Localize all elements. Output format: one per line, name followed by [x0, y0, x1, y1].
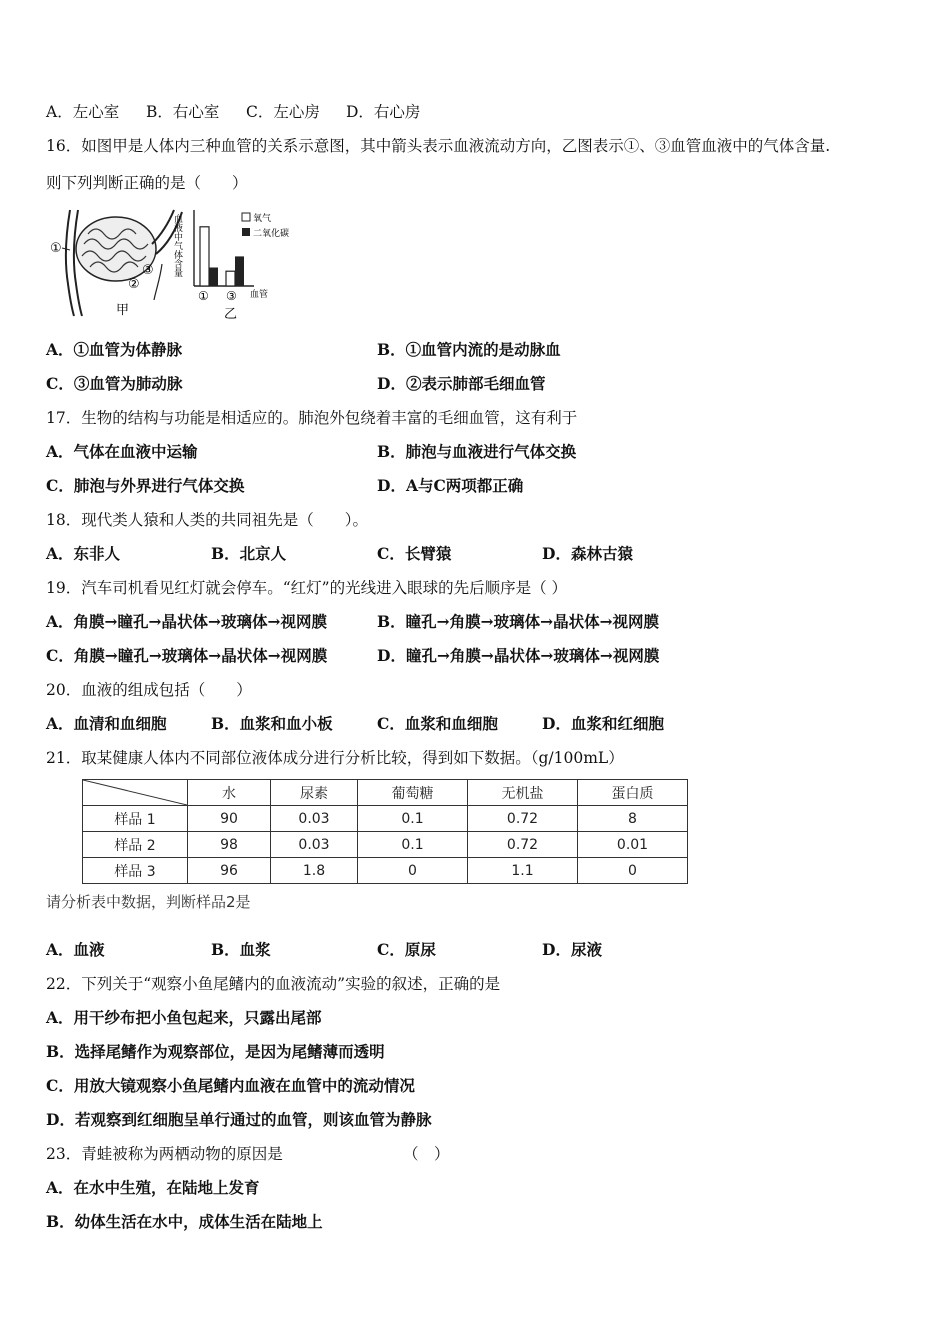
q15-option-c: C．左心房 [246, 103, 320, 121]
label-jia: 甲 [116, 303, 130, 318]
q23-option-b: B．幼体生活在水中，成体生活在陆地上 [46, 1212, 323, 1231]
table-cell: 样品 3 [83, 858, 188, 884]
bar-v1-co2 [209, 268, 218, 287]
table-row [83, 806, 688, 832]
table-cell: 98 [188, 832, 271, 858]
table-cell: 0 [358, 858, 468, 884]
bar-v3-co2 [235, 256, 244, 286]
legend-oxygen: 氧气 [253, 214, 272, 224]
table-cell: 样品 2 [83, 832, 188, 858]
q20-option-b: B．血浆和血小板 [211, 714, 333, 733]
table-cell: 0.72 [468, 832, 578, 858]
table-cell: 0.1 [358, 806, 468, 832]
q21-option-b: B．血浆 [211, 940, 271, 959]
q17-option-d: D．A与C两项都正确 [377, 476, 524, 495]
table-cell: 96 [188, 858, 271, 884]
q22-option-c: C．用放大镜观察小鱼尾鳍内血液在血管中的流动情况 [46, 1076, 415, 1095]
legend-co2-swatch [242, 228, 250, 236]
table-cell: 0.03 [271, 806, 358, 832]
q20-option-a: A．血清和血细胞 [46, 714, 167, 733]
table-cell: 1.8 [271, 858, 358, 884]
q17-option-c: C．肺泡与外界进行气体交换 [46, 476, 245, 495]
q22-stem: 22．下列关于“观察小鱼尾鳍内的血液流动”实验的叙述，正确的是 [46, 975, 501, 993]
table-cell: 0.03 [271, 832, 358, 858]
q21-stem: 21．取某健康人体内不同部位液体成分进行分析比较，得到如下数据。（g/100mL） [46, 749, 624, 767]
table-header-cell: 蛋白质 [578, 780, 688, 806]
q20-option-d: D．血浆和红细胞 [542, 714, 664, 733]
table-cell: 0.72 [468, 806, 578, 832]
table-header-cell: 水 [188, 780, 271, 806]
table-cell: 0 [578, 858, 688, 884]
table-header-cell: 无机盐 [468, 780, 578, 806]
q17-option-a: A．气体在血液中运输 [46, 442, 198, 461]
table-header-cell: 尿素 [271, 780, 358, 806]
x-axis-label: 血管 [250, 290, 269, 300]
table-corner-cell [83, 780, 188, 806]
q19-stem: 19．汽车司机看见红灯就会停车。“红灯”的光线进入眼球的先后顺序是（ ） [46, 579, 568, 597]
q15-option-d: D．右心房 [346, 103, 421, 121]
table-cell: 0.1 [358, 832, 468, 858]
q18-stem: 18．现代类人猿和人类的共同祖先是（ ）。 [46, 511, 368, 529]
q19-option-b: B．瞳孔→角膜→玻璃体→晶状体→视网膜 [377, 612, 660, 631]
q16-stem-line1: 16．如图甲是人体内三种血管的关系示意图，其中箭头表示血液流动方向，乙图表示①、③血管血液中的气体含量. [46, 137, 831, 155]
legend-co2: 二氧化碳 [253, 229, 290, 239]
bar-v1-oxygen [200, 227, 209, 286]
table-row [83, 858, 688, 884]
q23-answer-blank: （ ） [403, 1145, 450, 1163]
q16-option-d: D．②表示肺部毛细血管 [377, 374, 546, 393]
q16-option-a: A．①血管为体静脉 [46, 340, 183, 359]
label-v3-left: ③ [142, 263, 154, 278]
q21-table-note: 请分析表中数据，判断样品2是 [46, 893, 251, 911]
q19-option-c: C．角膜→瞳孔→玻璃体→晶状体→视网膜 [46, 646, 328, 665]
q16-stem-line2: 则下列判断正确的是（ ） [46, 174, 248, 192]
vessel-diagram-jia [66, 210, 182, 316]
q20-stem: 20．血液的组成包括（ ） [46, 681, 252, 699]
q19-option-d: D．瞳孔→角膜→晶状体→玻璃体→视网膜 [377, 646, 660, 665]
q22-option-d: D．若观察到红细胞呈单行通过的血管，则该血管为静脉 [46, 1110, 432, 1129]
label-yi: 乙 [224, 307, 238, 322]
legend-oxygen-swatch [242, 213, 250, 221]
q17-option-b: B．肺泡与血液进行气体交换 [377, 442, 577, 461]
q18-option-b: B．北京人 [211, 544, 287, 563]
label-v1-left: ① [50, 241, 62, 256]
table-cell: 8 [578, 806, 688, 832]
table-cell: 样品 1 [83, 806, 188, 832]
table-cell: 1.1 [468, 858, 578, 884]
bar-v3-oxygen [226, 271, 235, 286]
q21-option-d: D．尿液 [542, 940, 602, 959]
label-v2-left: ② [128, 277, 140, 292]
corner-diagonal [83, 780, 187, 805]
q20-option-c: C．血浆和血细胞 [377, 714, 498, 733]
q21-option-c: C．原尿 [377, 940, 436, 959]
q23-stem: 23．青蛙被称为两栖动物的原因是 [46, 1145, 283, 1163]
table-header-row [83, 780, 688, 806]
tick-v3: ③ [226, 289, 237, 303]
q22-option-b: B．选择尾鳍作为观察部位，是因为尾鳍薄而透明 [46, 1042, 385, 1061]
q16-option-b: B．①血管内流的是动脉血 [377, 340, 561, 359]
gas-chart-yi [172, 210, 289, 322]
tick-v1: ① [198, 289, 209, 303]
table-header-cell: 葡萄糖 [358, 780, 468, 806]
q16-figure [44, 204, 306, 322]
q18-option-c: C．长臂猿 [377, 544, 452, 563]
q16-option-c: C．③血管为肺动脉 [46, 374, 183, 393]
table-cell: 90 [188, 806, 271, 832]
table-row [83, 832, 688, 858]
q21-table [82, 779, 688, 884]
q22-option-a: A．用干纱布把小鱼包起来，只露出尾部 [46, 1008, 322, 1027]
y-axis-label: 血液中气体含量 [172, 214, 182, 277]
q19-option-a: A．角膜→瞳孔→晶状体→玻璃体→视网膜 [46, 612, 327, 631]
q23-option-a: A．在水中生殖，在陆地上发育 [46, 1178, 260, 1197]
q15-option-a: A．左心室 [46, 103, 120, 121]
q18-option-a: A．东非人 [46, 544, 121, 563]
q15-option-b: B．右心室 [146, 103, 220, 121]
q18-option-d: D．森林古猿 [542, 544, 633, 563]
table-cell: 0.01 [578, 832, 688, 858]
q21-option-a: A．血液 [46, 940, 105, 959]
q17-stem: 17．生物的结构与功能是相适应的。肺泡外包绕着丰富的毛细血管，这有利于 [46, 409, 578, 427]
